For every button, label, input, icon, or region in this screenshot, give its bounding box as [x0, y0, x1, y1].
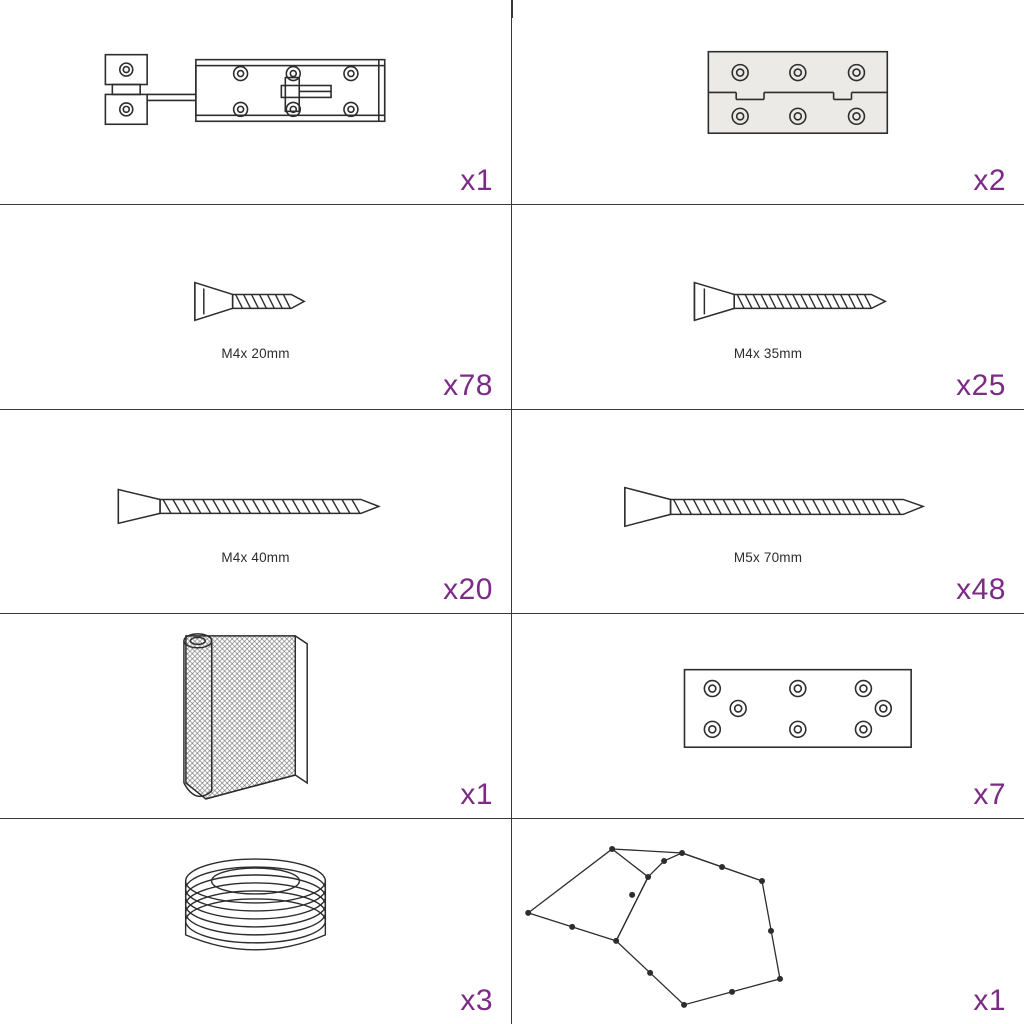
part-quantity: x20	[443, 573, 493, 607]
mesh-roll-icon	[0, 614, 511, 818]
part-cell-butt-hinge[interactable]	[512, 0, 1024, 205]
part-quantity: x3	[460, 984, 493, 1017]
screw-icon	[512, 205, 1024, 409]
coil-roll-icon	[0, 819, 511, 1024]
part-quantity: x1	[973, 984, 1006, 1017]
part-cell-screw-m4-20[interactable]	[0, 205, 512, 410]
flat-plate-icon	[512, 614, 1024, 818]
part-cell-mending-plate[interactable]	[512, 614, 1024, 819]
part-quantity: x25	[956, 368, 1006, 402]
part-cell-coil-roll[interactable]	[0, 819, 512, 1024]
part-cell-barrel-bolt[interactable]	[0, 0, 512, 205]
part-spec: M4x 35mm	[733, 345, 803, 361]
part-spec: M4x 20mm	[221, 345, 290, 361]
screw-icon	[0, 205, 511, 409]
part-quantity: x2	[973, 163, 1006, 197]
screw-icon	[0, 410, 511, 614]
part-cell-screw-m4-40[interactable]	[0, 410, 512, 615]
part-cell-roof-panel[interactable]	[512, 819, 1024, 1024]
part-cell-screw-m5-70[interactable]	[512, 410, 1024, 615]
barrel-bolt-icon	[0, 0, 511, 204]
part-cell-mesh-roll[interactable]	[0, 614, 512, 819]
part-cell-screw-m4-35[interactable]	[512, 205, 1024, 410]
part-quantity: x78	[443, 368, 493, 402]
part-spec: M4x 40mm	[221, 550, 290, 566]
screw-icon	[512, 410, 1024, 614]
part-quantity: x48	[956, 573, 1006, 607]
roof-panel-icon	[512, 819, 1024, 1024]
part-quantity: x7	[973, 778, 1006, 812]
part-quantity: x1	[460, 163, 493, 197]
part-spec: M5x 70mm	[733, 550, 803, 566]
part-quantity: x1	[460, 778, 493, 812]
hinge-icon	[512, 0, 1024, 204]
